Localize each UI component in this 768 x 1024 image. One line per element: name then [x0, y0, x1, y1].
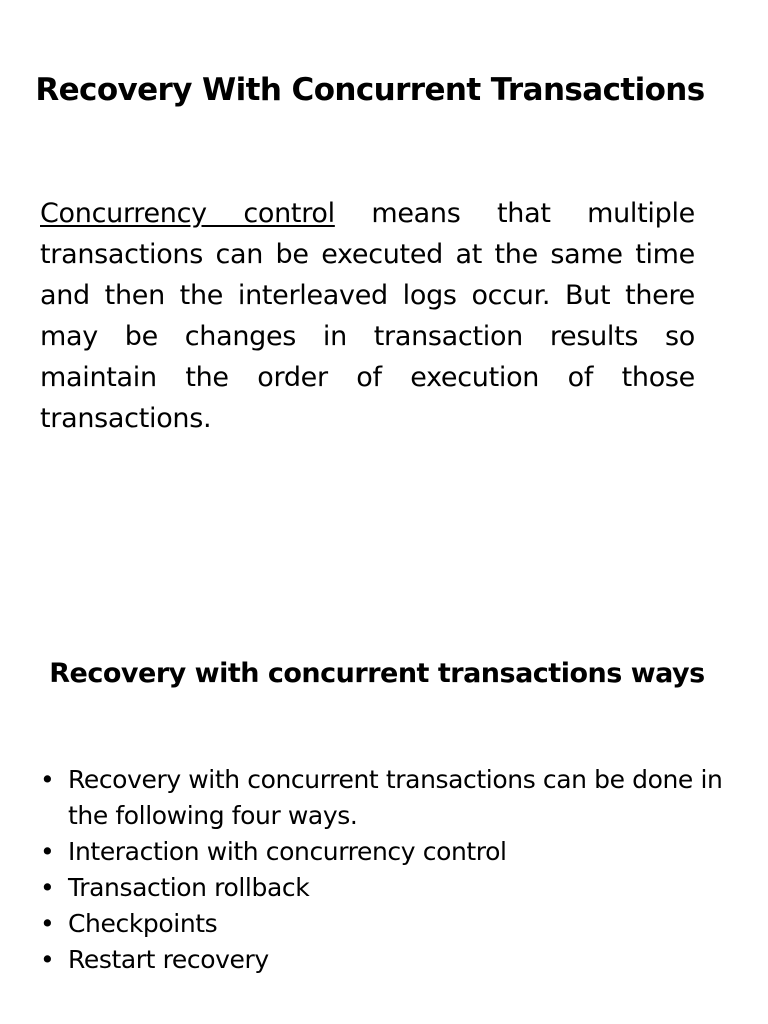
- intro-text: means that multiple transactions can be executed at the same time and then the interleaved logs occur. But there may be changes in transaction results so maintain the order of execution of those transactions.: [40, 198, 695, 434]
- list-item-text: Restart recovery: [68, 945, 269, 974]
- intro-paragraph: [40, 193, 695, 439]
- bullet-icon: •: [40, 765, 55, 794]
- list-item-text: Recovery with concurrent transactions can be done in the following four ways.: [68, 765, 723, 830]
- bullet-icon: •: [40, 945, 55, 974]
- list-item: [40, 870, 730, 906]
- page-title: Recovery With Concurrent Transactions: [35, 72, 705, 108]
- bullet-icon: •: [40, 873, 55, 902]
- list-item: [40, 762, 730, 834]
- section-subtitle: Recovery with concurrent transactions ways: [49, 658, 705, 689]
- list-item-text: Interaction with concurrency control: [68, 837, 507, 866]
- list-item: [40, 834, 730, 870]
- list-item-text: Checkpoints: [68, 909, 218, 938]
- list-item-text: Transaction rollback: [68, 873, 310, 902]
- bullet-icon: •: [40, 837, 55, 866]
- ways-list: [40, 762, 730, 978]
- concurrency-control-term: Concurrency control: [40, 198, 335, 229]
- bullet-icon: •: [40, 909, 55, 938]
- list-item: [40, 906, 730, 942]
- list-item: [40, 942, 730, 978]
